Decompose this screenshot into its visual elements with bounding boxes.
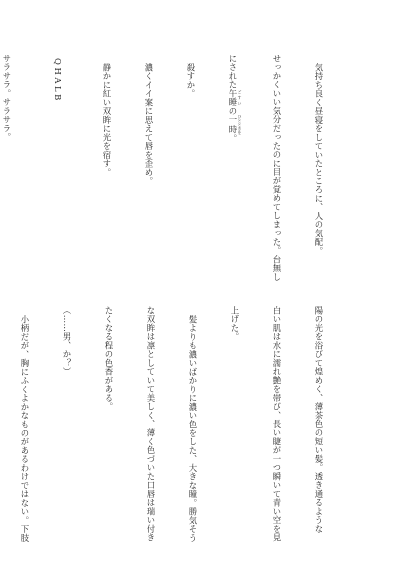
ruby-reading: ごすい bbox=[237, 88, 243, 107]
text-line: 静かに紅い双眸に光を宿す。 bbox=[102, 62, 112, 177]
text-line: せっかくいい気分だったのに目が覚めてしまった。台無し bbox=[272, 54, 282, 282]
ruby-line-after: 。 bbox=[228, 133, 238, 143]
lower-text-block bbox=[0, 306, 354, 542]
ruby-text-line bbox=[226, 54, 242, 284]
text-line: 陽の光を浴びて煌めく、薄茶色の短い髪。透き通るような bbox=[314, 306, 324, 534]
ruby-base: 一時 bbox=[228, 114, 238, 135]
text-line: 気持ち良く昼寝をしていたところに、人の気配。 bbox=[314, 62, 324, 255]
text-line: 殺すか。 bbox=[186, 62, 196, 98]
text-line: （……男、か？） bbox=[62, 306, 72, 376]
text-line: サラサラ。サラサラ。 bbox=[2, 54, 12, 142]
upper-text-block bbox=[0, 54, 354, 284]
text-line: たくなる程の色香がある。 bbox=[104, 306, 114, 411]
text-line: 小柄だが、胸にふくよかなものがあるわけではない。下肢 bbox=[20, 314, 30, 542]
ruby-base: 午睡 bbox=[228, 88, 238, 107]
text-line: 上げた。 bbox=[230, 306, 240, 341]
ruby-word bbox=[228, 88, 243, 107]
ruby-line-middle: の bbox=[228, 106, 238, 116]
ruby-word bbox=[228, 114, 243, 135]
ruby-reading: ひとときを bbox=[237, 114, 243, 135]
section-heading: QHALB bbox=[53, 58, 63, 103]
text-line: 濃くイイ案に思えて唇を歪め。 bbox=[144, 62, 154, 185]
text-line: 髪よりも濃いばかりに濃い色をした、大きな瞳。勝気そう bbox=[188, 314, 198, 542]
text-line: 白い肌は水に濡れ艶を帯び、長い睫が一つ瞬いて青い空を見 bbox=[272, 306, 282, 542]
text-line: な双眸は凛としていて美しく、薄く色づいた口唇は瑞い付き bbox=[146, 306, 156, 542]
ruby-line-before: にされた bbox=[228, 54, 238, 89]
